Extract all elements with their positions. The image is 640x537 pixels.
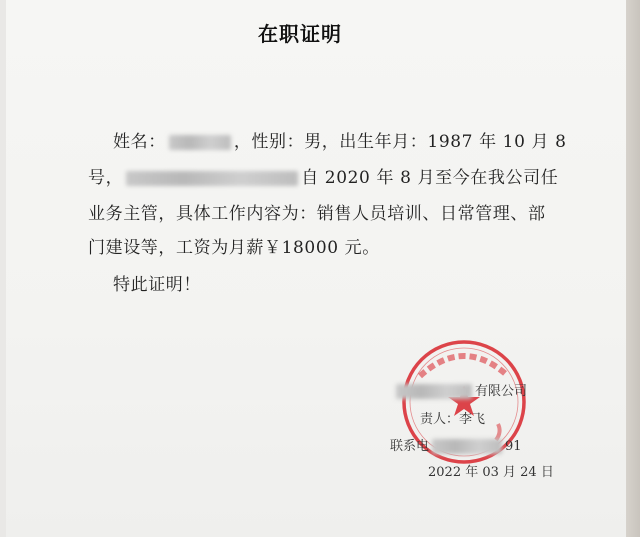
contact-line [390, 435, 522, 454]
responsible-person: 责人：李飞 [420, 412, 486, 427]
document-title: 在职证明 [258, 22, 342, 46]
name-label: 姓名： [113, 132, 166, 152]
body-line-1 [113, 127, 567, 152]
company-line [393, 380, 527, 399]
body-line-2-prefix: 号， [88, 168, 124, 188]
closing-text: 特此证明！ [113, 275, 201, 295]
body-line-1-text: ，性别：男，出生年月：1987 年 10 月 8 [233, 132, 567, 152]
phone-tail: 91 [505, 439, 522, 454]
redacted-phone [432, 439, 502, 454]
document-date: 2022 年 03 月 24 日 [428, 465, 554, 480]
contact-label: 联系电 [390, 439, 430, 454]
company-suffix: 有限公司 [475, 384, 528, 399]
body-line-3: 业务主管，具体工作内容为：销售人员培训、日常管理、部 [88, 204, 546, 224]
redacted-name [169, 135, 231, 150]
body-line-2-text: 自 2020 年 8 月至今在我公司任 [301, 168, 559, 188]
redacted-company [396, 384, 472, 399]
page-edge [626, 0, 640, 537]
body-line-2 [88, 163, 558, 188]
redacted-id [126, 171, 298, 186]
body-line-4: 门建设等，工资为月薪￥18000 元。 [88, 238, 380, 258]
document-paper [6, 0, 626, 537]
